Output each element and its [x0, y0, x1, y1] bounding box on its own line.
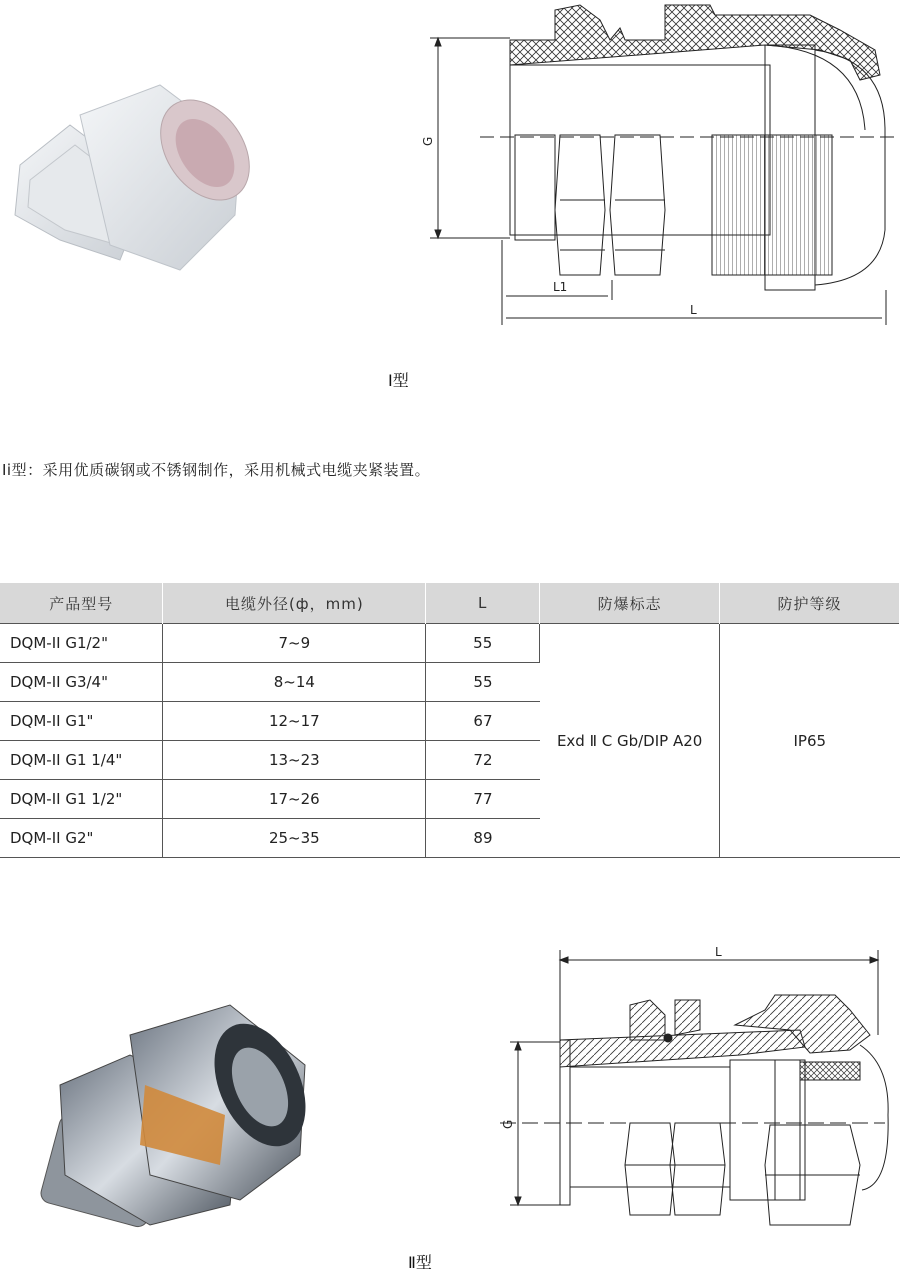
spec-table: [0, 583, 900, 858]
type1-dim-l: L: [690, 303, 697, 317]
cell-protection-grade: IP65: [720, 624, 900, 858]
type1-dim-l1: L1: [553, 280, 568, 294]
cell-diameter: 17~26: [163, 780, 426, 819]
type1-drawing: [420, 0, 900, 330]
cell-model: DQM-II G1/2": [0, 624, 163, 663]
cell-diameter: 12~17: [163, 702, 426, 741]
header-cable-diameter: 电缆外径(ф，mm): [163, 583, 426, 624]
type1-caption: Ⅰ型: [388, 371, 409, 390]
cell-explosion-mark: Exd Ⅱ C Gb/DIP A20: [540, 624, 720, 858]
table-header-row: [0, 583, 900, 624]
cell-length: 67: [426, 702, 540, 741]
type2-drawing: [490, 935, 890, 1265]
cell-model: DQM-II G2": [0, 819, 163, 858]
header-explosion-mark: 防爆标志: [540, 583, 720, 624]
type1-product-photo: [0, 75, 260, 305]
cell-model: DQM-II G1 1/2": [0, 780, 163, 819]
cell-length: 72: [426, 741, 540, 780]
product-description: Ii型：采用优质碳钢或不锈钢制作，采用机械式电缆夹紧装置。: [2, 461, 431, 479]
cell-length: 77: [426, 780, 540, 819]
cell-length: 89: [426, 819, 540, 858]
cell-diameter: 13~23: [163, 741, 426, 780]
cell-diameter: 25~35: [163, 819, 426, 858]
type2-dim-l: L: [715, 945, 722, 959]
cell-length: 55: [426, 663, 540, 702]
cell-model: DQM-II G1": [0, 702, 163, 741]
type2-dim-g: G: [501, 1119, 515, 1129]
type2-caption: Ⅱ型: [408, 1253, 432, 1272]
cell-diameter: 8~14: [163, 663, 426, 702]
header-model: 产品型号: [0, 583, 163, 624]
header-protection-grade: 防护等级: [720, 583, 900, 624]
cell-model: DQM-II G3/4": [0, 663, 163, 702]
cell-model: DQM-II G1 1/4": [0, 741, 163, 780]
type1-dim-g: G: [421, 136, 435, 146]
table-row: [0, 624, 900, 663]
cell-length: 55: [426, 624, 540, 663]
header-length: L: [426, 583, 540, 624]
cell-diameter: 7~9: [163, 624, 426, 663]
type2-product-photo: [40, 975, 330, 1235]
